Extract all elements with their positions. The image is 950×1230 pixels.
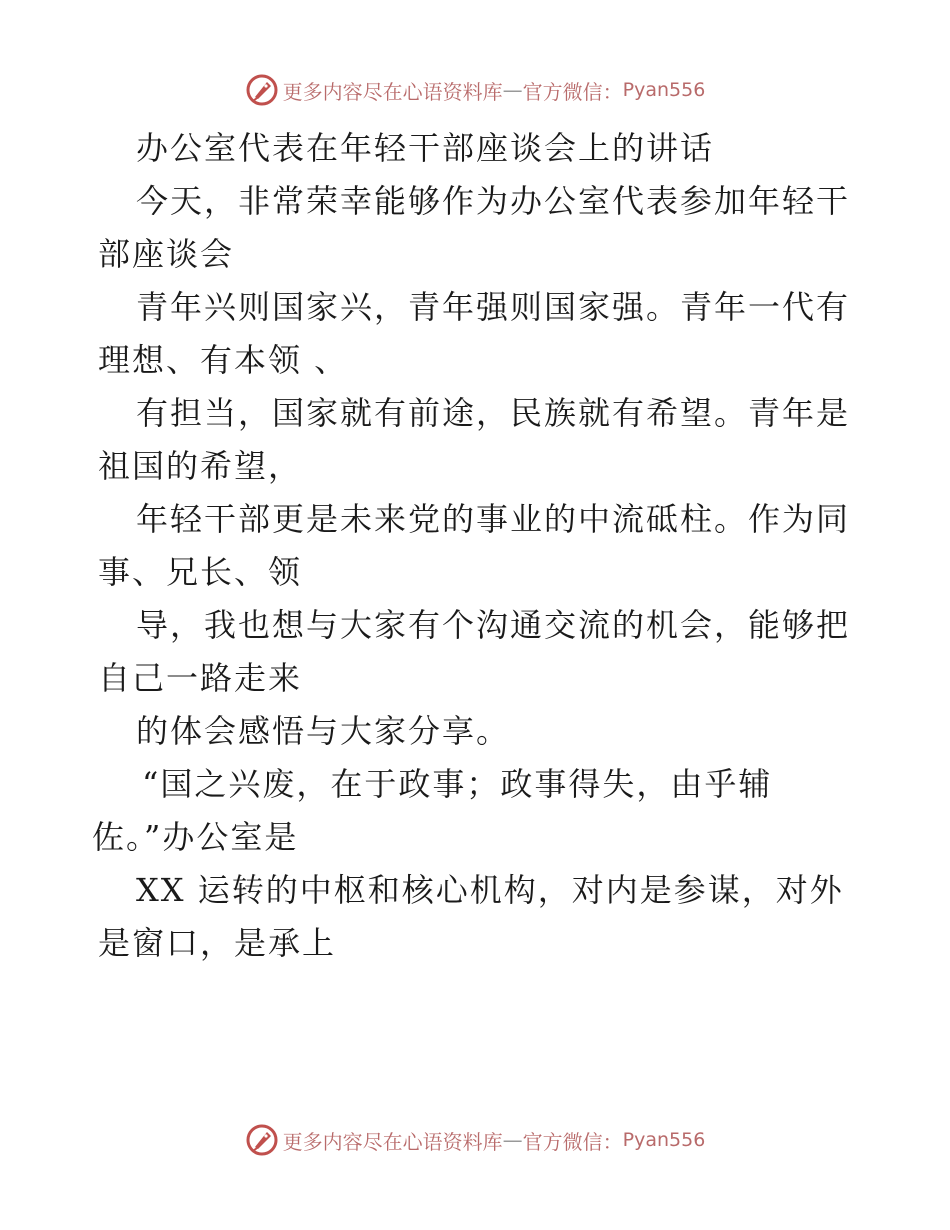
header-watermark (0, 70, 950, 110)
watermark-account: Pyan556 (622, 1129, 706, 1151)
paragraph-line: 祖国的希望， (98, 447, 303, 485)
paragraph-line: 有担当，国家就有前途，民族就有希望。青年是 (136, 394, 851, 432)
watermark-separator: — (502, 1128, 523, 1152)
pen-nib-seal-icon (245, 1123, 279, 1157)
paragraph-line: 今天，非常荣幸能够作为办公室代表参加年轻干 (136, 182, 851, 220)
paragraph-line: 自己一路走来 (98, 659, 303, 697)
paragraph-line: 年轻干部更是未来党的事业的中流砥柱。作为同 (136, 500, 851, 538)
paragraph-line: 青年兴则国家兴，青年强则国家强。青年一代有 (136, 288, 851, 326)
watermark-brand: 更多内容尽在心语资料库 (282, 1129, 503, 1154)
pen-nib-seal-icon (245, 73, 279, 107)
paragraph-line: 理想、有本领 、 (98, 341, 349, 379)
paragraph-line: 的体会感悟与大家分享。 (136, 712, 511, 750)
watermark-separator: — (502, 78, 523, 102)
document-body (92, 122, 858, 970)
watermark-official-label: 官方微信： (522, 79, 623, 104)
watermark-account: Pyan556 (622, 79, 706, 101)
paragraph-line: 事、兄长、领 (98, 553, 303, 591)
paragraph-line: 部座谈会 (98, 235, 235, 273)
paragraph-line: 导，我也想与大家有个沟通交流的机会，能够把 (136, 606, 851, 644)
watermark-brand: 更多内容尽在心语资料库 (282, 79, 503, 104)
paragraph-line: “国之兴废，在于政事；政事得失，由乎辅 (142, 765, 773, 803)
footer-watermark (0, 1120, 950, 1160)
paragraph-line: 是窗口，是承上 (98, 924, 337, 962)
paragraph-line: 佐。”办公室是 (92, 818, 299, 856)
watermark-official-label: 官方微信： (522, 1129, 623, 1154)
document-title: 办公室代表在年轻干部座谈会上的讲话 (136, 129, 715, 167)
paragraph-line: XX 运转的中枢和核心机构，对内是参谋，对外 (136, 871, 844, 909)
